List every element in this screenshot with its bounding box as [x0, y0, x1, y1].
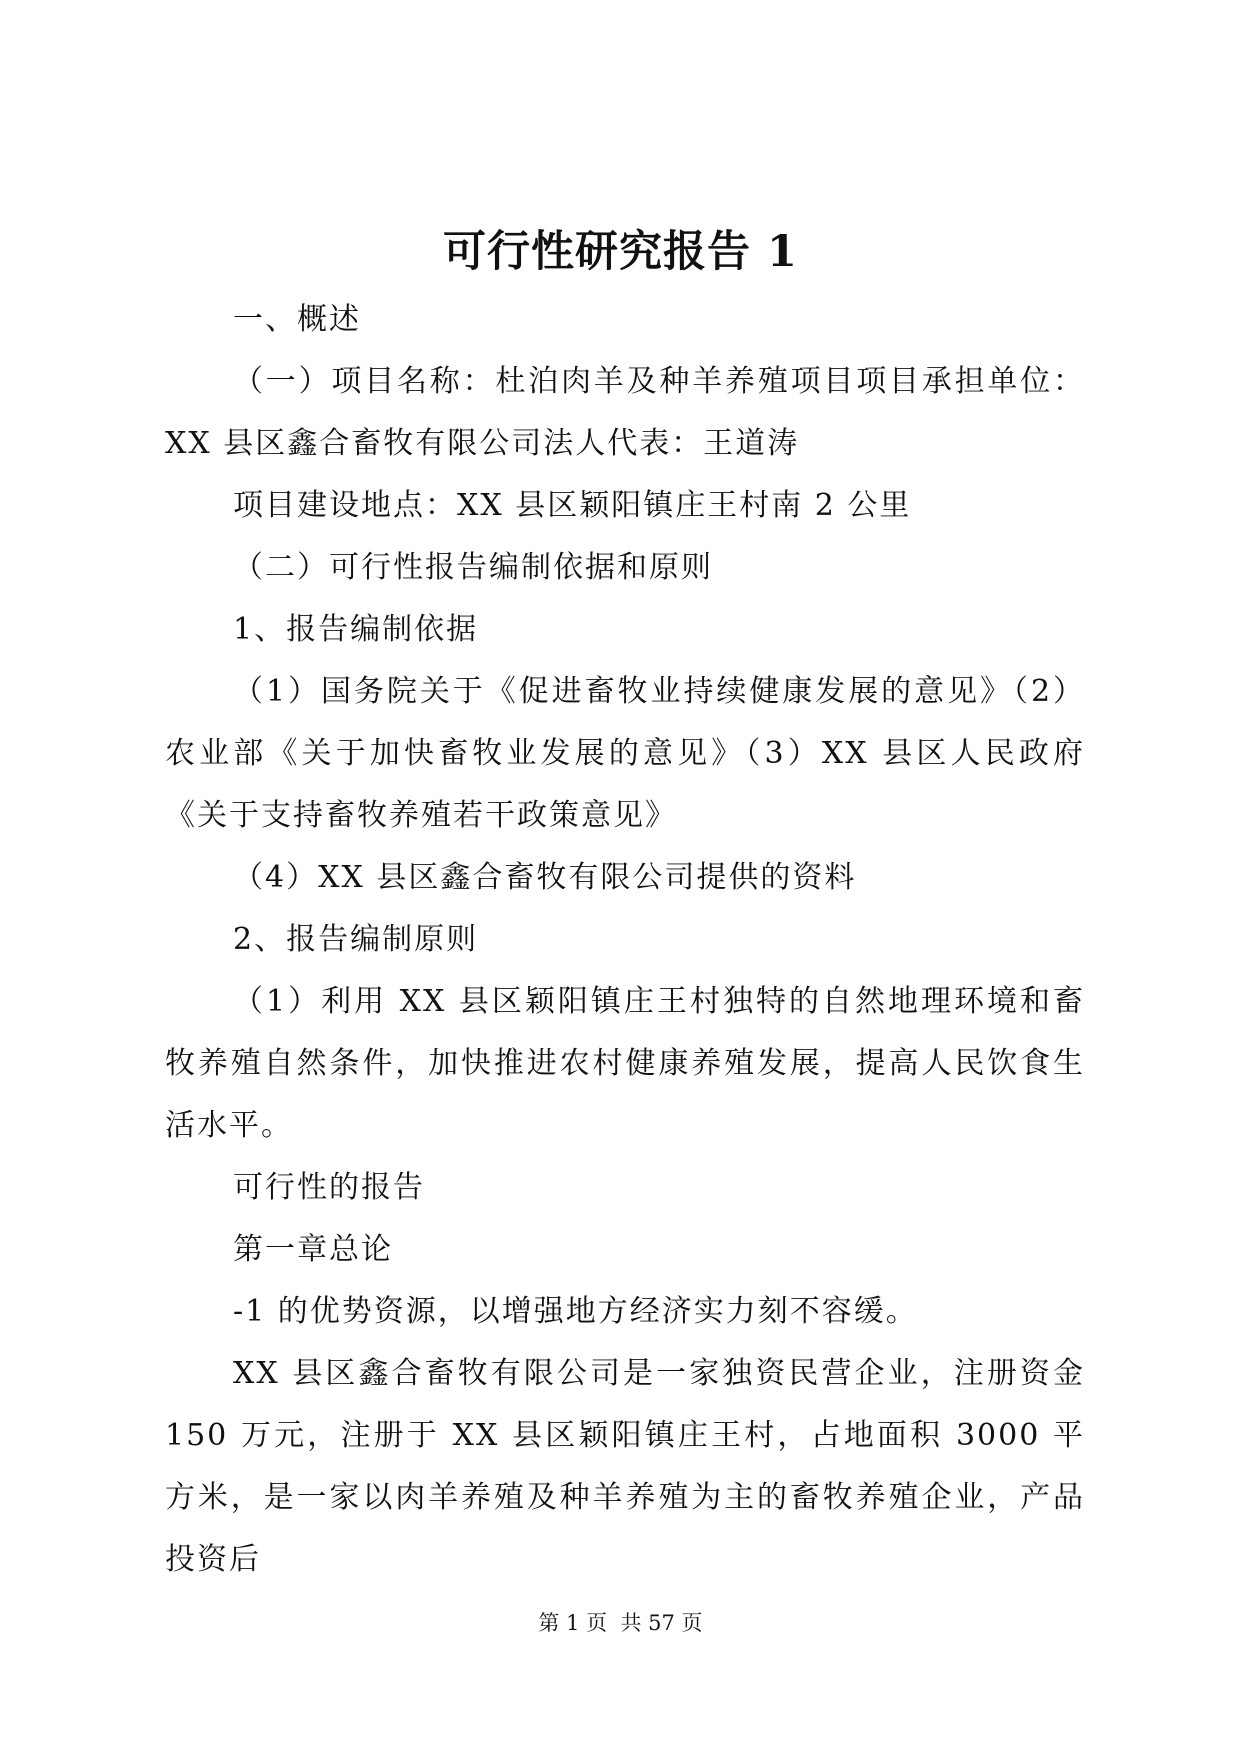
paragraph-principles-heading: 2、报告编制原则 — [233, 922, 479, 957]
page-footer — [0, 1608, 1241, 1638]
page-number-label: 第 1 页 共 57 页 — [538, 1611, 703, 1635]
paragraph-basis-principles-heading: （二）可行性报告编制依据和原则 — [233, 550, 713, 585]
paragraph-project-name: （一）项目名称：杜泊肉羊及种羊养殖项目项目承担单位：XX 县区鑫合畜牧有限公司法人代表：王道涛 — [165, 364, 1085, 461]
paragraph-principle-1: （1）利用 XX 县区颖阳镇庄王村独特的自然地理环境和畜牧养殖自然条件，加快推进农村健康养殖发展，提高人民饮食生活水平。 — [165, 984, 1085, 1143]
paragraph-advantage-resources: -1 的优势资源，以增强地方经济实力刻不容缓。 — [233, 1294, 918, 1329]
paragraph-chapter-1-heading: 第一章总论 — [233, 1232, 393, 1267]
paragraph-basis-heading: 1、报告编制依据 — [233, 612, 479, 647]
paragraph-basis-item-4: （4）XX 县区鑫合畜牧有限公司提供的资料 — [233, 860, 857, 895]
paragraph-overview-heading: 一、概述 — [233, 302, 361, 337]
paragraph-project-location: 项目建设地点：XX 县区颖阳镇庄王村南 2 公里 — [233, 488, 912, 523]
paragraph-report-heading: 可行性的报告 — [233, 1170, 425, 1205]
document-title: 可行性研究报告 1 — [443, 227, 798, 277]
paragraph-company-intro: XX 县区鑫合畜牧有限公司是一家独资民营企业，注册资金 150 万元，注册于 XX 县区颖阳镇庄王村，占地面积 3000 平方米，是一家以肉羊养殖及种羊养殖为主的畜牧养殖企业，产品投资后 — [165, 1356, 1085, 1577]
document-body — [165, 289, 1085, 1591]
paragraph-basis-list: （1）国务院关于《促进畜牧业持续健康发展的意见》（2）农业部《关于加快畜牧业发展的意见》（3）XX 县区人民政府《关于支持畜牧养殖若干政策意见》 — [165, 674, 1085, 833]
